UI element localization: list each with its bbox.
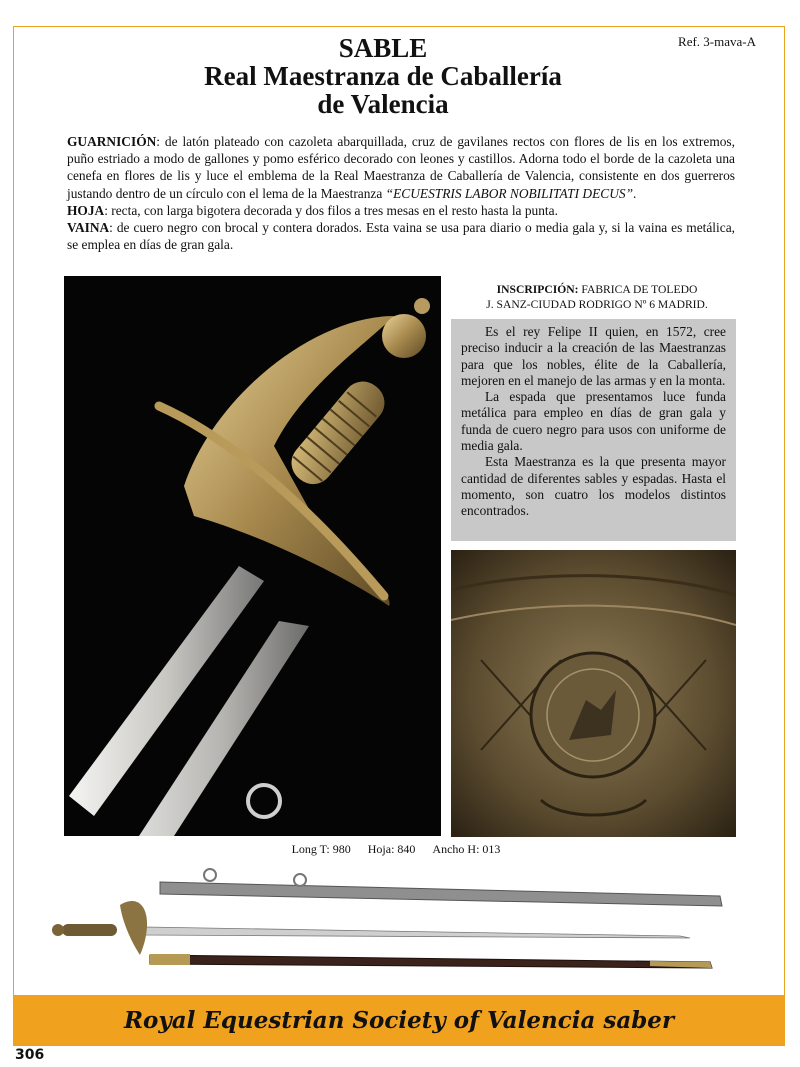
footer-banner: Royal Equestrian Society of Valencia saber — [13, 995, 785, 1045]
full-blade — [145, 927, 690, 938]
title-line-1: SABLE — [338, 33, 428, 63]
history-paragraph-1: Es el rey Felipe II quien, en 1572, cree preciso inducir a la creación de las Maestranzas para que los nobles, élite de la Caballería, mejoren en el manejo de las armas y en la monta. — [461, 324, 726, 388]
page-title — [0, 34, 766, 118]
hoja-label: HOJA — [67, 202, 105, 218]
history-paragraph-3: Esta Maestranza es la que presenta mayor cantidad de diferentes sables y espadas. Hasta el momento, son cuatro los modelos distintos encontrados. — [461, 454, 726, 519]
page-number: 306 — [15, 1047, 45, 1063]
inscription-line-2: J. SANZ-CIUDAD RODRIGO Nº 6 MADRID. — [486, 298, 708, 311]
full-sword-illustration — [50, 860, 750, 978]
emblem-illustration — [451, 550, 736, 837]
pommel-tip — [414, 298, 430, 314]
full-grip — [62, 924, 117, 936]
guarnicion-text: : de latón plateado con cazoleta abarquillada, cruz de gavilanes rectos con flores de lis en los extremos, puño estriado a modo de gallones y pomo esférico decorado con leones y castillos. Adorna todo el borde de la cazoleta una cenefa en flores de lis y luce el emblema de la Real Maestranza de Caballería de Valencia, consistente en dos guerreros justando dentro de un círculo con el lema de la Maestranza — [67, 134, 735, 201]
measure-blade: Hoja: 840 — [367, 842, 416, 856]
title-line-2: Real Maestranza de Caballería — [204, 61, 562, 91]
measure-length: Long T: 980 — [291, 842, 351, 856]
hoja-text: : recta, con larga bigotera decorada y dos filos a tres mesas en el resto hasta la punta. — [104, 202, 558, 218]
pommel-shape — [382, 314, 426, 358]
vaina-label: VAINA — [67, 220, 110, 236]
scabbard-ring — [248, 785, 280, 817]
guarnicion-label: GUARNICIÓN — [67, 134, 157, 149]
vaina-paragraph — [67, 219, 735, 253]
inscription — [452, 282, 742, 312]
guarnicion-paragraph — [67, 133, 735, 202]
full-sword-photo — [50, 860, 750, 978]
hoja-paragraph — [67, 202, 735, 219]
title-line-3: de Valencia — [317, 89, 449, 119]
history-box — [451, 319, 736, 541]
leather-scabbard — [150, 955, 712, 968]
hilt-illustration — [64, 276, 441, 836]
motto: “ECUESTRIS LABOR NOBILITATI DECUS” — [385, 185, 634, 201]
measure-width: Ancho H: 013 — [432, 842, 501, 856]
reference-code: Ref. 3-mava-A — [678, 34, 756, 49]
description — [67, 133, 735, 253]
motto-end: . — [633, 185, 637, 201]
scabbard-shape — [139, 621, 309, 836]
hilt-photo — [64, 276, 441, 836]
full-guard — [120, 901, 147, 955]
metal-scabbard — [160, 882, 722, 906]
measurements — [0, 842, 792, 857]
emblem-photo — [451, 550, 736, 837]
history-paragraph-2: La espada que presentamos luce funda metálica para empleo en días de gran gala y funda de cuero negro para usos con uniforme de media gala. — [461, 389, 726, 454]
inscription-line-1: FABRICA DE TOLEDO — [578, 283, 698, 296]
guard-shape — [184, 316, 394, 606]
vaina-text: : de cuero negro con brocal y contera dorados. Esta vaina se usa para diario o media gala y, si la vaina es metálica, se emplea en días de gran gala. — [67, 220, 735, 253]
inscription-label: INSCRIPCIÓN: — [496, 283, 579, 296]
